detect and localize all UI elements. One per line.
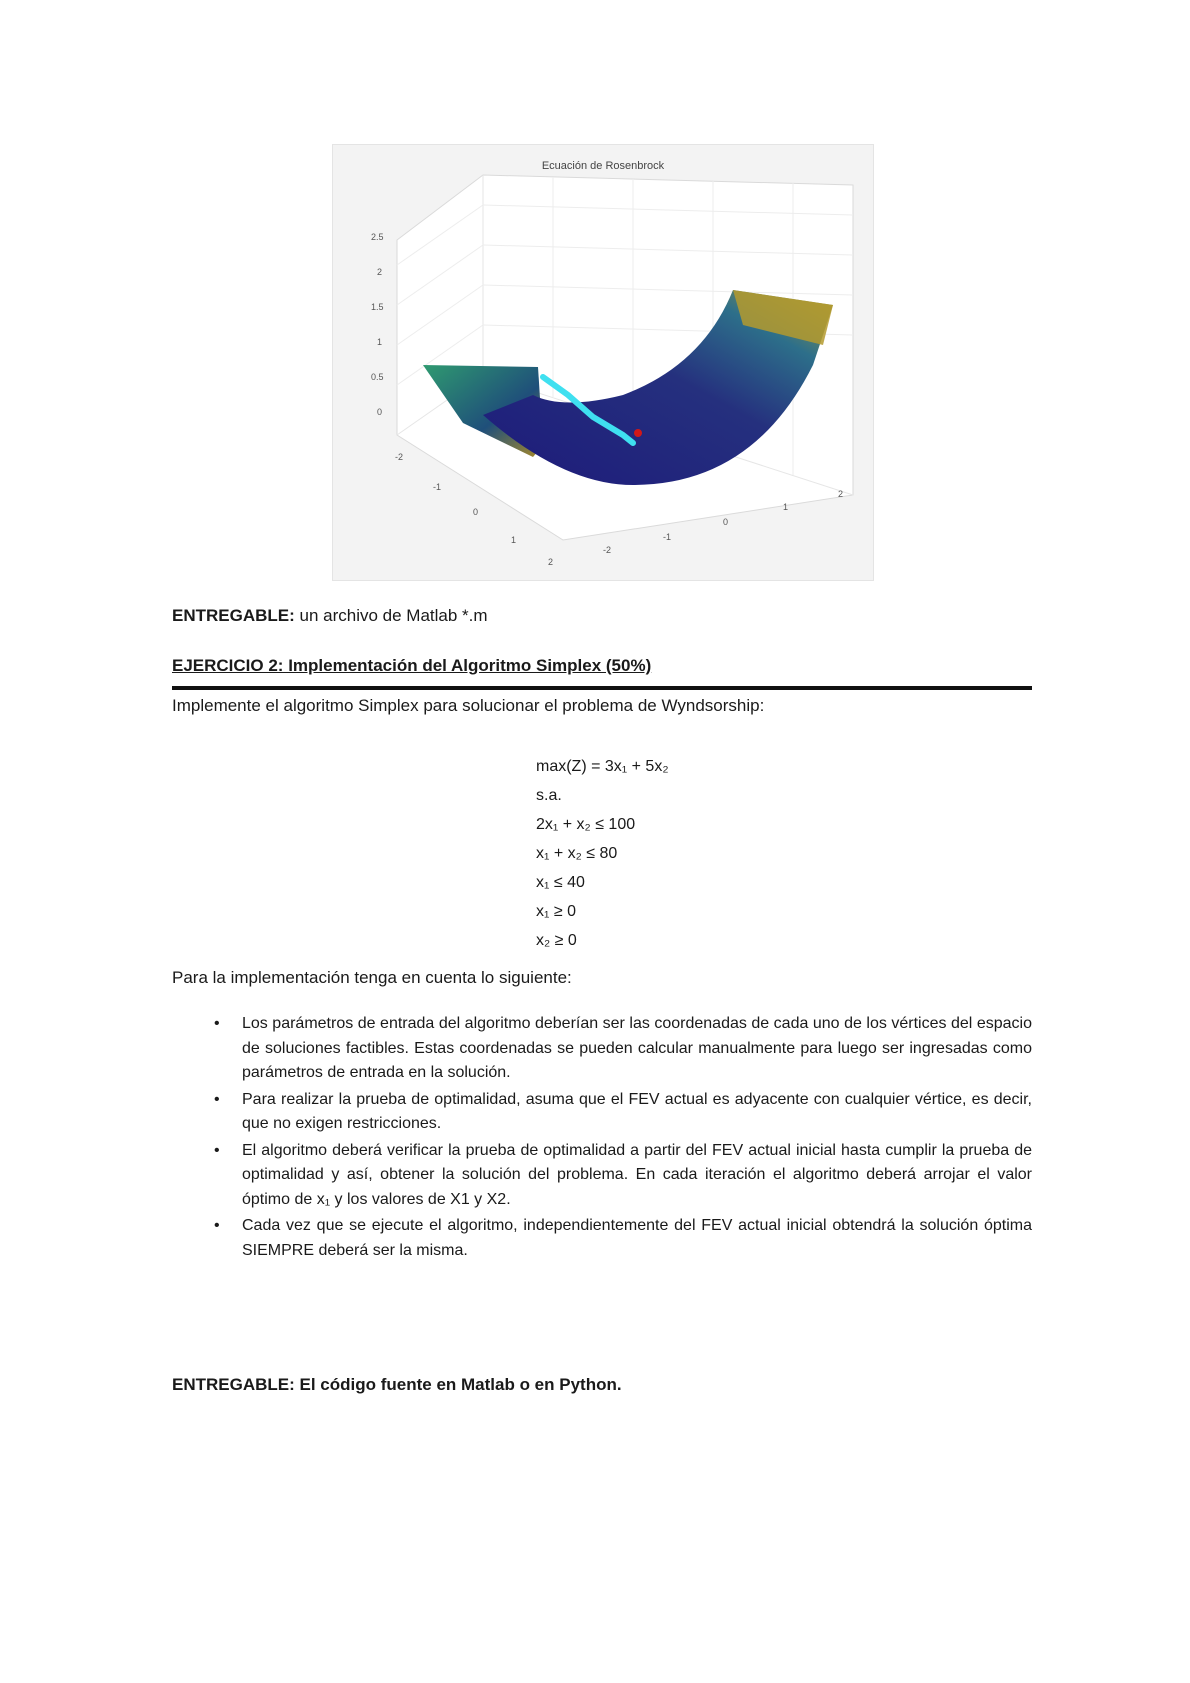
y-tick: 1 bbox=[511, 535, 517, 545]
bullet-icon: • bbox=[214, 1090, 220, 1108]
section-heading: EJERCICIO 2: Implementación del Algoritmo Simplex (50%) bbox=[172, 656, 1032, 690]
bullet-icon: • bbox=[214, 1217, 220, 1234]
z-tick: 0 bbox=[377, 407, 383, 417]
bullet-icon: • bbox=[214, 1141, 220, 1159]
lp-line: x₂ ≥ 0 bbox=[536, 932, 577, 949]
z-tick: 1.5 bbox=[371, 302, 384, 312]
y-tick: -2 bbox=[395, 452, 404, 462]
z-axis-ticks bbox=[371, 232, 384, 417]
y-tick: 0 bbox=[473, 507, 479, 517]
intro-text: Implemente el algoritmo Simplex para solucionar el problema de Wyndsorship: bbox=[172, 696, 765, 715]
z-tick: 2.5 bbox=[371, 232, 384, 242]
caption-label: ENTREGABLE: bbox=[172, 606, 295, 625]
lp-formulation bbox=[536, 752, 669, 955]
lp-line: x₁ ≤ 40 bbox=[536, 874, 585, 891]
requirements-list bbox=[172, 1012, 1032, 1265]
list-item bbox=[172, 1139, 1032, 1213]
y-tick: 2 bbox=[548, 557, 554, 567]
list-item-text: El algoritmo deberá verificar la prueba de optimalidad a partir del FEV actual inicial hasta cumplir la prueba de optimalidad y así, obtener la solución del problema. En cada iteración el algoritmo deberá arrojar el valor óptimo de x₁ y los valores de X1 y X2. bbox=[242, 1141, 1032, 1208]
y-tick: -1 bbox=[433, 482, 442, 492]
rosenbrock-surface-figure bbox=[332, 144, 874, 581]
caption-text: un archivo de Matlab *.m bbox=[299, 606, 488, 625]
x-tick: -2 bbox=[603, 545, 612, 555]
list-item bbox=[172, 1012, 1032, 1086]
surface-plot bbox=[333, 145, 873, 580]
bullet-icon: • bbox=[214, 1015, 220, 1032]
x-tick: 2 bbox=[838, 489, 844, 499]
list-item-text: Cada vez que se ejecute el algoritmo, independientemente del FEV actual inicial obtendrá la solución óptima SIEMPRE deberá ser la misma. bbox=[242, 1217, 1032, 1259]
lp-line: x₁ ≥ 0 bbox=[536, 903, 576, 920]
lp-line: x₁ + x₂ ≤ 80 bbox=[536, 845, 618, 862]
deliverable-caption bbox=[172, 606, 488, 626]
list-item-text: Los parámetros de entrada del algoritmo deberían ser las coordenadas de cada uno de los vértices del espacio de soluciones factibles. Estas coordenadas se pueden calcular manualmente para luego ser ingresadas como parámetros de entrada en la solución. bbox=[242, 1015, 1032, 1081]
x-tick: 0 bbox=[723, 517, 729, 527]
optimum-marker bbox=[634, 429, 642, 437]
list-item bbox=[172, 1088, 1032, 1137]
list-item-text: Para realizar la prueba de optimalidad, asuma que el FEV actual es adyacente con cualquier vértice, es decir, que no exigen restricciones. bbox=[242, 1090, 1032, 1132]
z-tick: 0.5 bbox=[371, 372, 384, 382]
lp-line: s.a. bbox=[536, 787, 562, 804]
lp-line: max(Z) = 3x₁ + 5x₂ bbox=[536, 758, 669, 775]
list-item bbox=[172, 1214, 1032, 1263]
z-tick: 2 bbox=[377, 267, 383, 277]
x-tick: -1 bbox=[663, 532, 672, 542]
lp-line: 2x₁ + x₂ ≤ 100 bbox=[536, 816, 636, 833]
z-tick: 1 bbox=[377, 337, 383, 347]
deliverable-footer: ENTREGABLE: El código fuente en Matlab o en Python. bbox=[172, 1375, 622, 1394]
implementation-note: Para la implementación tenga en cuenta lo siguiente: bbox=[172, 968, 572, 987]
figure-title: Ecuación de Rosenbrock bbox=[541, 160, 665, 172]
x-tick: 1 bbox=[783, 502, 789, 512]
